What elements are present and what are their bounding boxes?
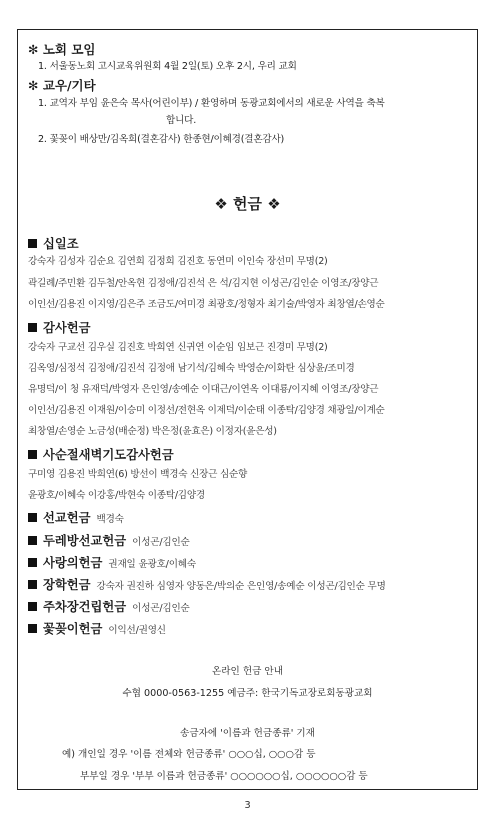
thanks-line-4: 이인선/김용진 이재원/이승미 이정선/전현옥 이제덕/이순태 이종탁/김양경 채광일/이계순 bbox=[28, 405, 385, 416]
flowers-names: 이익선/권영신 bbox=[108, 625, 166, 636]
fellowship-item2: 2. 꽃꽂이 배상만/김옥희(결혼감사) 한종현/이혜경(결혼감사) bbox=[38, 134, 285, 145]
thanks-line-2: 김옥영/심정석 김정애/김진석 김정애 남기석/김혜숙 박영순/이화탄 심상윤/조미경 bbox=[28, 363, 355, 374]
square-bullet-icon bbox=[28, 602, 37, 611]
love-label: 사랑의헌금 bbox=[43, 556, 103, 570]
tithe-label: 십일조 bbox=[43, 237, 79, 251]
scholarship-row bbox=[28, 575, 386, 593]
online-note: 송금자에 '이름과 헌금종류' 기재 bbox=[180, 728, 315, 739]
mission-row bbox=[28, 508, 124, 526]
love-row bbox=[28, 553, 196, 571]
durebang-label: 두레방선교헌금 bbox=[43, 534, 127, 548]
page-number: 3 bbox=[244, 800, 251, 811]
square-bullet-icon bbox=[28, 536, 37, 545]
thanks-line-1: 강숙자 구교선 김우실 김진호 박희연 신귀연 이순임 임보근 진경미 무명(2) bbox=[28, 342, 328, 353]
thanks-label: 감사헌금 bbox=[43, 321, 91, 335]
scholarship-label: 장학헌금 bbox=[43, 578, 91, 592]
durebang-names: 이성곤/김인순 bbox=[132, 537, 190, 548]
parking-names: 이성곤/김인순 bbox=[132, 603, 190, 614]
lent-line-2: 윤광호/이혜숙 이강홍/박현숙 이종탁/김양경 bbox=[28, 490, 205, 501]
tithe-line-1: 강숙자 김성자 김순요 김연희 김정희 김진호 동연미 이인숙 장선미 무명(2) bbox=[28, 256, 328, 267]
fellowship-heading: ✻ 교우/기타 bbox=[28, 78, 96, 93]
lent-heading bbox=[28, 445, 174, 463]
square-bullet-icon bbox=[28, 513, 37, 522]
parking-row bbox=[28, 597, 190, 615]
tithe-line-3: 이인선/김용진 이지영/김은주 조금도/여미경 최광호/정형자 최기술/박영자 최창열/손영순 bbox=[28, 299, 385, 310]
fellowship-item1-line2: 합니다. bbox=[166, 115, 197, 126]
thanks-line-3: 유명덕/이 청 유재덕/박영자 은인영/송예순 이대근/이연옥 이대룡/이지혜 이영조/장양근 bbox=[28, 384, 379, 395]
flowers-row bbox=[28, 619, 166, 637]
thanks-line-5: 최창열/손영순 노금성(배순정) 박은정(윤효은) 이정자(윤은성) bbox=[28, 426, 277, 437]
square-bullet-icon bbox=[28, 558, 37, 567]
presbytery-heading: ✻ 노회 모임 bbox=[28, 42, 96, 57]
online-title: 온라인 헌금 안내 bbox=[212, 666, 283, 677]
flowers-label: 꽃꽂이헌금 bbox=[43, 622, 103, 636]
love-names: 권재일 윤광호/이혜숙 bbox=[108, 559, 196, 570]
square-bullet-icon bbox=[28, 624, 37, 633]
online-example-1: 예) 개인일 경우 '이름 전체와 헌금종류' ○○○십, ○○○감 등 bbox=[62, 749, 316, 760]
lent-label: 사순절새벽기도감사헌금 bbox=[43, 448, 174, 462]
fellowship-item1-line1: 1. 교역자 부임 윤은숙 목사(어린이부) / 환영하며 동광교회에서의 새로운 사역을 축복 bbox=[38, 98, 385, 109]
durebang-row bbox=[28, 531, 190, 549]
presbytery-item: 1. 서울동노회 고시교육위원회 4월 2일(토) 오후 2시, 우리 교회 bbox=[38, 61, 297, 72]
thanks-heading bbox=[28, 318, 91, 336]
scholarship-names: 강숙자 권진하 심영자 양동은/박의순 은인영/송예순 이성곤/김인순 무명 bbox=[96, 581, 386, 592]
online-account: 수협 0000-0563-1255 예금주: 한국기독교장로회동광교회 bbox=[122, 688, 373, 699]
tithe-line-2: 곽길례/주민환 김두철/안옥현 김정애/김진석 은 석/김지현 이성곤/김인순 이영조/장양근 bbox=[28, 278, 379, 289]
lent-line-1: 구미영 김용진 박희연(6) 방선이 백경숙 신장근 심순향 bbox=[28, 469, 248, 480]
square-bullet-icon bbox=[28, 580, 37, 589]
offering-title: ❖ 헌금 ❖ bbox=[214, 195, 281, 213]
parking-label: 주차장건립헌금 bbox=[43, 600, 127, 614]
square-bullet-icon bbox=[28, 239, 37, 248]
mission-names: 백경숙 bbox=[96, 514, 124, 525]
square-bullet-icon bbox=[28, 323, 37, 332]
tithe-heading bbox=[28, 234, 79, 252]
online-example-2: 부부일 경우 '부부 이름과 헌금종류' ○○○○○○십, ○○○○○○감 등 bbox=[80, 771, 368, 782]
mission-label: 선교헌금 bbox=[43, 511, 91, 525]
square-bullet-icon bbox=[28, 450, 37, 459]
